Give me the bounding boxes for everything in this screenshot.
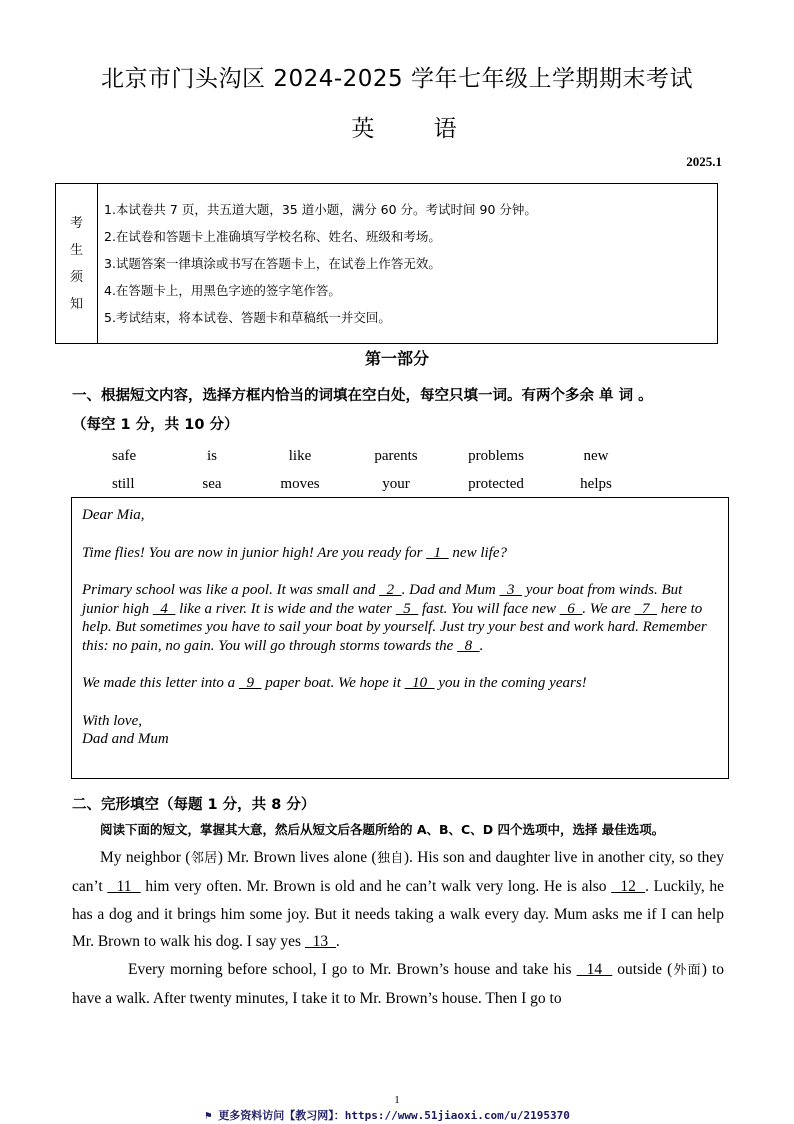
blank-3: 3: [499, 582, 522, 598]
blank-11: 11: [107, 877, 141, 895]
letter-signature: Dad and Mum: [82, 731, 169, 747]
notice-char: 考: [69, 215, 83, 231]
blank-1: 1: [426, 544, 449, 561]
word-bank-item: protected: [468, 475, 524, 492]
word-bank-item: sea: [202, 475, 222, 492]
word-bank-item: problems: [468, 447, 524, 464]
cloze-paragraph: My neighbor (邻居) Mr. Brown lives alone (独自). His son and daughter live in another city, so they can’t 11 him very often. Mr. Brown is old and he can’t walk very long. He is also 12 . Luckily, he has a dog and it brings him some joy. But it needs taking a walk every day. Mum asks me if I can help Mr. Brown to walk his dog. I say yes 13 .: [72, 849, 724, 951]
section2-instruction: 阅读下面的短文，掌握其大意，然后从短文后各题所给的 A、B、C、D 四个选项中，选择 最佳选项。: [100, 822, 665, 837]
word-bank: [78, 442, 678, 498]
flag-icon: ⚑: [205, 1109, 219, 1122]
word-bank-item: safe: [112, 447, 137, 464]
letter-paragraph: We made this letter into a 9 paper boat. We hope it 10 you in the coming years!: [82, 675, 587, 691]
notice-rule: 1.本试卷共 7 页，共五道大题，35 道小题，满分 60 分。考试时间 90 分钟。: [104, 202, 537, 217]
word-bank-item: helps: [580, 475, 612, 492]
letter-paragraph: Primary school was like a pool. It was small and 2 . Dad and Mum 3 your boat from winds. But junior high 4 like a river. It is wide and the water 5 fast. You will face new 6 . We are 7 here to help. But sometimes you have to sail your boat by yourself. Just try your best and work hard. Remember this: no pain, no gain. You will go through storms towards the 8 .: [82, 582, 707, 654]
notice-rules: [104, 196, 537, 331]
blank-2: 2: [379, 582, 402, 598]
blank-6: 6: [559, 600, 583, 617]
word-bank-item: new: [583, 447, 609, 464]
blank-14: 14: [576, 961, 613, 979]
blank-9: 9: [238, 675, 262, 691]
candidate-notice-box: [55, 183, 718, 344]
cloze-passage: [72, 844, 724, 1013]
word-bank-row: [78, 442, 678, 470]
letter-greeting: Dear Mia,: [82, 507, 145, 523]
letter-paragraph: Time flies! You are now in junior high! Are you ready for 1 new life?: [82, 544, 507, 561]
notice-rule: 4.在答题卡上，用黑色字迹的签字笔作答。: [104, 283, 341, 298]
blank-8: 8: [457, 637, 480, 654]
notice-side-label: [56, 184, 98, 343]
part-one-heading: 第一部分: [364, 349, 429, 368]
word-bank-item: like: [288, 447, 312, 464]
word-bank-item: parents: [374, 447, 418, 464]
subject-title: 英 语: [351, 116, 483, 142]
letter-closing: With love, Dad and Mum: [82, 712, 169, 747]
section1-title: 一、根据短文内容，选择方框内恰当的词填在空白处，每空只填一词。有两个多余 单 词 。: [72, 388, 653, 404]
notice-rule: 2.在试卷和答题卡上准确填写学校名称、姓名、班级和考场。: [104, 229, 441, 244]
notice-char: 须: [69, 269, 83, 285]
blank-13: 13: [304, 933, 336, 951]
word-bank-item: is: [206, 447, 217, 464]
footer-link[interactable]: ⚑ 更多资料访问【教习网】：https://www.51jiaoxi.com/u/2195370: [205, 1109, 570, 1122]
word-bank-item: moves: [280, 475, 320, 492]
notice-rule: 3.试题答案一律填涂或书写在答题卡上，在试卷上作答无效。: [104, 256, 441, 271]
word-bank-row: [78, 470, 678, 498]
section1-points: （每空 1 分，共 10 分）: [72, 417, 239, 433]
exam-date: 2025.1: [686, 154, 722, 169]
blank-7: 7: [634, 600, 657, 617]
letter-box: [71, 497, 729, 779]
word-bank-item: still: [112, 475, 135, 492]
blank-12: 12: [611, 877, 646, 895]
notice-rule: 5.考试结束，将本试卷、答题卡和草稿纸一并交回。: [104, 310, 391, 325]
section2-title: 二、完形填空（每题 1 分，共 8 分）: [72, 797, 316, 813]
word-bank-item: your: [382, 475, 410, 492]
cloze-paragraph: Every morning before school, I go to Mr. Brown’s house and take his 14 outside (外面) to have a walk. After twenty minutes, I take it to Mr. Brown’s house. Then I go to: [72, 961, 725, 1007]
blank-10: 10: [404, 675, 435, 691]
blank-4: 4: [152, 600, 176, 617]
blank-5: 5: [395, 600, 419, 617]
notice-char: 知: [69, 296, 83, 312]
notice-char: 生: [69, 242, 83, 258]
page-number: 1: [394, 1094, 400, 1106]
exam-title: 北京市门头沟区 2024-2025 学年七年级上学期期末考试: [101, 66, 693, 92]
